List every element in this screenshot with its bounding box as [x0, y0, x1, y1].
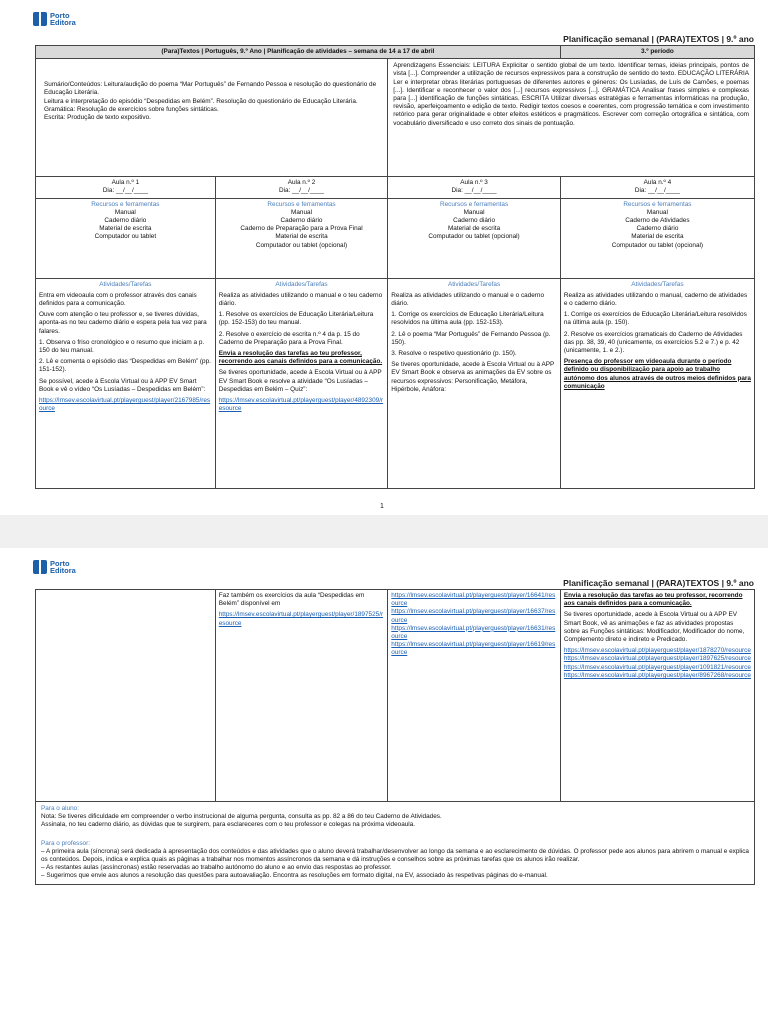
lesson-header: Aula n.º 3 Dia: __/__/____	[388, 177, 561, 198]
page-header-title: Planificação semanal | (PARA)TEXTOS | 9.º ano	[563, 34, 754, 44]
logo-mark-icon	[33, 12, 47, 26]
planning-table	[35, 45, 755, 489]
resources-cell: Recursos e ferramentas Manual Caderno de Atividades Caderno diário Material de escrita Computador ou tablet (opcional)	[560, 198, 754, 278]
resource-link[interactable]: https://lmsev.escolavirtual.pt/playerguest/player/8967268/resource	[563, 671, 751, 679]
resources-heading: Recursos e ferramentas	[439, 200, 509, 208]
lesson-header: Aula n.º 2 Dia: __/__/____	[215, 177, 388, 198]
lesson-header: Aula n.º 1 Dia: __/__/____	[36, 177, 216, 198]
tasks-heading: Atividades/Tarefas	[447, 280, 501, 288]
cont-cell-2: Faz também os exercícios da aula “Despedidas em Belém” disponível em https://lmsev.escolavirtual.pt/playerguest/player/1897525/resource	[215, 590, 388, 802]
resource-link[interactable]: https://lmsev.escolavirtual.pt/playerguest/player/1897525/resource	[218, 611, 384, 627]
resource-link[interactable]: https://lmsev.escolavirtual.pt/playerguest/player/1878270/resource	[563, 647, 751, 655]
summary-line: Sumário/Conteúdos: Leitura/audição do poema “Mar Português” de Fernando Pessoa e resolução do questionário de Educação Literária.	[44, 81, 377, 97]
logo-line-1: Porto	[50, 11, 70, 20]
resource-link[interactable]: https://lmsev.escolavirtual.pt/playerguest/player/1091821/resource	[563, 663, 751, 671]
student-notes-heading: Para o aluno:	[41, 805, 80, 812]
summary-cell	[36, 59, 388, 177]
tasks-cell-3: Atividades/Tarefas Realiza as atividades utilizando o manual e o caderno diário. 1. Corrige os exercícios de Educação Literária/Leitura resolvidos na última aula (pp. 152-153). 2. Lê o poema “Mar Português” de Fernando Pessoa (p. 150). 3. Resolve o respetivo questionário (p. 150). Se tiveres oportunidade, acede à Escola Virtual ou à APP EV Smart Book e observa as animações da EV sobre os recursos expressivos: Personificação, Metáfora, Hipérbole, Anáfora:	[388, 278, 561, 488]
resources-heading: Recursos e ferramentas	[91, 200, 160, 208]
resource-link[interactable]: https://lmsev.escolavirtual.pt/playerguest/player/16619/resource	[391, 641, 556, 657]
resource-link[interactable]: https://lmsev.escolavirtual.pt/playerguest/player/4892309/resource	[218, 397, 384, 413]
porto-editora-logo	[33, 12, 76, 26]
tasks-heading: Atividades/Tarefas	[99, 280, 152, 288]
resources-heading: Recursos e ferramentas	[623, 200, 692, 208]
resources-heading: Recursos e ferramentas	[267, 200, 336, 208]
resource-link[interactable]: https://lmsev.escolavirtual.pt/playerguest/player/2167985/resource	[39, 397, 211, 413]
porto-editora-logo: Porto Editora	[33, 560, 76, 574]
cont-cell-4: Envia a resolução das tarefas ao teu professor, recorrendo aos canais definidos para a comunicação. Se tiveres oportunidade, acede à Escola Virtual ou à APP EV Smart Book, vê as animações e faz as atividades propostas sobre as Funções sintáticas: Modificador, Modificador do nome, Complemento direto e indireto e Predicado. https://lmsev.escolavirtual.pt/playerguest/player/1878270/resource https://lmsev.escolavirtual.pt/playerguest/player/1897625/resource https://lmsev.escolavirtual.pt/playerguest/player/1091821/resource https://lmsev.escolavirtual.pt/playerguest/player/8967268/resource	[560, 590, 754, 802]
notes-cell: Para o aluno: Nota: Se tiveres dificuldade em compreender o verbo instrucional de alguma pergunta, consulta as pp. 82 a 86 do teu Caderno de Atividades. Assinala, no teu caderno diário, as dúvidas que te surgirem, para esclareceres com o teu professor e colegas na próxima videoaula. Para o professor: – A primeira aula (síncrona) será dedicada à apresentação dos conteúdos e das atividades que o aluno deverá trabalhar/desenvolver ao longo da semana e ao esclarecimento de dúvidas. O professor pede aos alunos para abrirem o manual e explica os conteúdos. Depois, indica e explica quais as páginas a trabalhar nos momentos assíncronos da semana e dá instruções e conselhos sobre as próximas tarefas que os alunos irão realizar. – As restantes aulas (assíncronas) estão reservadas ao trabalho autónomo do aluno e ao envio das respostas ao professor. – Sugerimos que envie aos alunos a resolução das questões para autoavaliação. Encontra as resoluções em formato digital, na EV, associado às respetivas páginas do e-manual.	[36, 802, 755, 885]
continuation-table	[35, 589, 755, 885]
tasks-heading: Atividades/Tarefas	[631, 280, 684, 288]
lesson-header: Aula n.º 4 Dia: __/__/____	[560, 177, 754, 198]
summary-line: Gramática: Resolução de exercícios sobre funções sintáticas.	[44, 105, 219, 113]
page-2	[0, 548, 768, 1024]
logo-line-2: Editora	[50, 18, 76, 27]
resources-cell: Recursos e ferramentas Manual Caderno diário Caderno de Preparação para a Prova Final Material de escrita Computador ou tablet (opcional)	[215, 198, 388, 278]
summary-line: Escrita: Produção de texto expositivo.	[44, 114, 151, 122]
tasks-cell-4: Atividades/Tarefas Realiza as atividades utilizando o manual, caderno de atividades e o caderno diário. 1. Corrige os exercícios de Educação Literária/Leitura resolvidos na última aula (p. 150). 2. Resolve os exercícios gramaticais do Caderno de Atividades das pp. 38, 39, 40 (unicamente, os exercícios 5.2 e 7.) e p. 42 (unicamente, 1. e 2.). Presença do professor em videoaula durante o período definido ou disponibilização para apoio ao trabalho autónomo dos alunos através de outros meios definidos para comunicação	[560, 278, 754, 488]
resource-link[interactable]: https://lmsev.escolavirtual.pt/playerguest/player/16641/resource	[391, 592, 556, 608]
page-header-title: Planificação semanal | (PARA)TEXTOS | 9.º ano	[563, 578, 754, 588]
tasks-cell-1: Atividades/Tarefas Entra em videoaula com o professor através dos canais definidos para a comunicação. Ouve com atenção o teu professor e, se tiveres dúvidas, aponta-as no teu caderno diário e espera pela tua vez para falares. 1. Observa o friso cronológico e o resumo que iniciam a p. 150 do teu manual. 2. Lê e comenta o episódio das “Despedidas em Belém” (pp. 151-152). Se possível, acede à Escola Virtual ou à APP EV Smart Book e vê o vídeo “Os Lusíadas – Despedidas em Belém”: https://lmsev.escolavirtual.pt/playerguest/player/2167985/resource	[36, 278, 216, 488]
tasks-cell-2: Atividades/Tarefas Realiza as atividades utilizando o manual e o teu caderno diário. 1. Resolve os exercícios de Educação Literária/Leitura (pp. 152-153) do teu manual. 2. Resolve o exercício de escrita n.º 4 da p. 15 do Caderno de Preparação para a Prova Final. Envia a resolução das tarefas ao teu professor, recorrendo aos canais definidos para a comunicação. Se tiveres oportunidade, acede à Escola Virtual ou à APP EV Smart Book e resolve a atividade “Os Lusíadas – Despedidas em Belém – Quiz”: https://lmsev.escolavirtual.pt/playerguest/player/4892309/resource	[215, 278, 388, 488]
tasks-heading: Atividades/Tarefas	[275, 280, 328, 288]
resources-cell: Recursos e ferramentas Manual Caderno diário Material de escrita Computador ou tablet	[36, 198, 216, 278]
resources-cell: Recursos e ferramentas Manual Caderno diário Material de escrita Computador ou tablet (opcional)	[388, 198, 561, 278]
resource-link[interactable]: https://lmsev.escolavirtual.pt/playerguest/player/16631/resource	[391, 624, 556, 641]
resource-link[interactable]: https://lmsev.escolavirtual.pt/playerguest/player/16637/resource	[391, 608, 556, 624]
logo-mark-icon	[33, 560, 47, 574]
cont-cell-1	[36, 590, 216, 802]
summary-line: Leitura e interpretação do episódio “Despedidas em Belém”. Resolução do questionário de Educação Literária.	[44, 97, 358, 105]
teacher-notes-heading: Para o professor:	[41, 839, 91, 847]
cont-cell-3	[388, 590, 561, 802]
period-cell: 3.º período	[560, 46, 754, 59]
learning-cell: Aprendizagens Essenciais: LEITURA Explicitar o sentido global de um texto. Identificar temas, ideias principais, pontos de vista [...]. Compreender a utilização de recursos expressivos para a construção de sentido do texto. EDUCAÇÃO LITERÁRIA Ler e interpretar obras literárias portuguesas de diferentes autores e géneros: Os Lusíadas, de Luís de Camões, e poemas [...]. Identificar e reconhecer o valor dos [...] recursos expressivos [...]. GRAMÁTICA Analisar frases simples e complexas para [...] identificação de funções sintáticas. ESCRITA Utilizar diversas estratégias e ferramentas informáticas na produção, revisão, aperfeiçoamento e edição de texto. Redigir textos coesos e coerentes, com progressão temática e com investimento retórico para gerar originalidade e obter efeitos estéticos e pragmáticos. Escrever com correção ortográfica e sintática, com vocabulário diversificado e uso correto dos sinais de pontuação.	[388, 59, 755, 177]
table-title: (Para)Textos | Português, 9.º Ano | Planificação de atividades – semana de 14 a 17 de abril	[36, 46, 561, 59]
resource-link[interactable]: https://lmsev.escolavirtual.pt/playerguest/player/1897625/resource	[563, 655, 751, 663]
page-number: 1	[380, 503, 384, 510]
